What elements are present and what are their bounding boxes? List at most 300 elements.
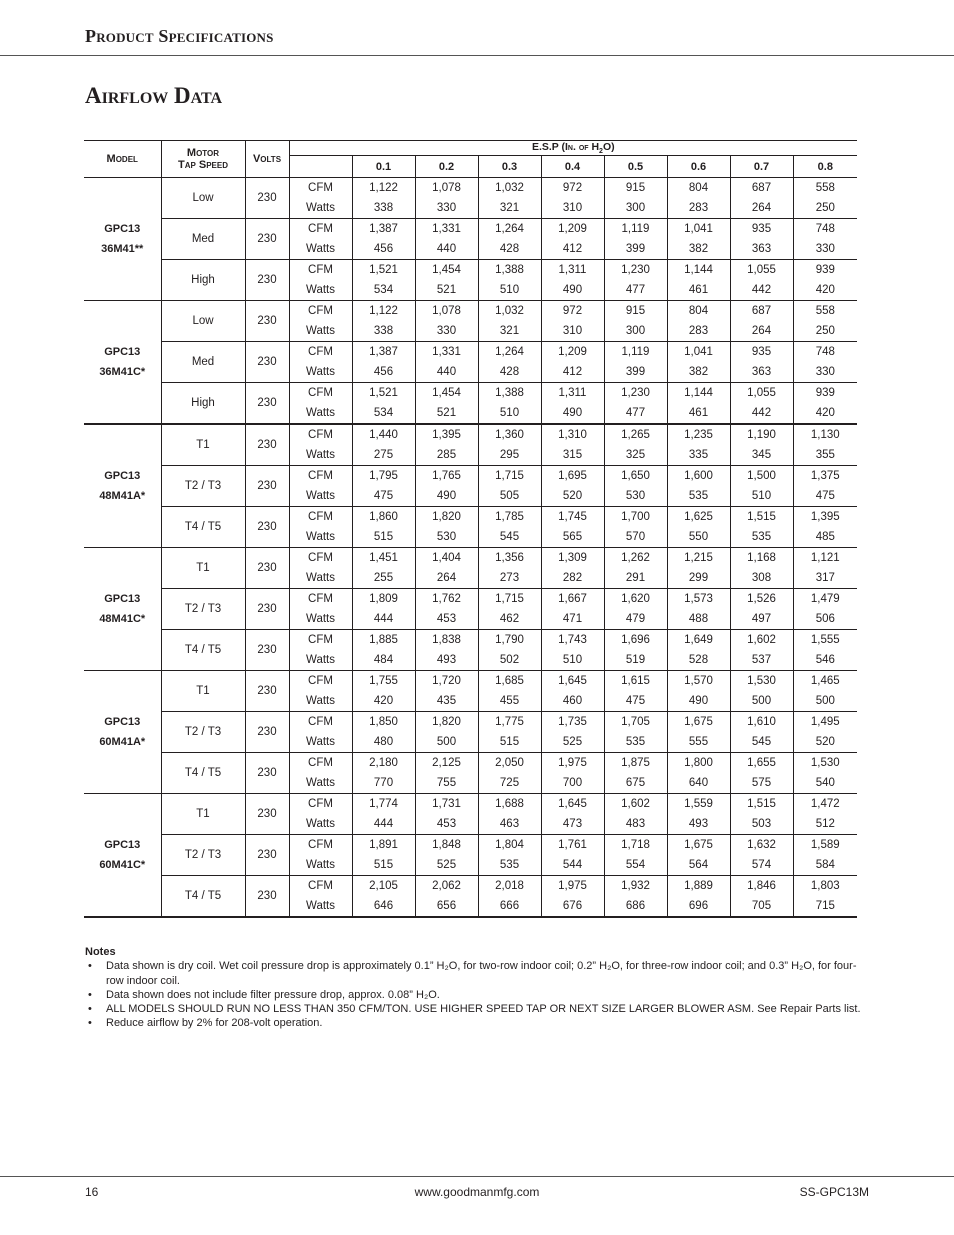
cfm-value: 1,820 [415,507,478,528]
tap-speed-cell: T1 [161,671,245,712]
watts-value: 506 [793,609,857,630]
cfm-value: 1,667 [541,589,604,610]
watts-label: Watts [289,239,352,260]
watts-value: 399 [604,362,667,383]
cfm-value: 1,600 [667,466,730,487]
watts-value: 475 [793,486,857,507]
cfm-value: 1,451 [352,548,415,569]
cfm-value: 2,062 [415,876,478,897]
cfm-value: 1,264 [478,342,541,363]
watts-label: Watts [289,773,352,794]
table-row [84,548,857,569]
watts-value: 525 [541,732,604,753]
esp-column-header: 0.6 [667,156,730,178]
cfm-value: 1,530 [793,753,857,774]
watts-value: 325 [604,445,667,466]
cfm-value: 1,765 [415,466,478,487]
model-cell [84,671,161,794]
watts-value: 412 [541,239,604,260]
watts-value: 535 [667,486,730,507]
cfm-label: CFM [289,178,352,199]
watts-value: 444 [352,609,415,630]
watts-value: 521 [415,280,478,301]
watts-value: 275 [352,445,415,466]
watts-value: 264 [415,568,478,589]
watts-value: 264 [730,198,793,219]
cfm-value: 1,465 [793,671,857,692]
watts-value: 475 [604,691,667,712]
esp-column-header: 0.4 [541,156,604,178]
watts-value: 462 [478,609,541,630]
watts-value: 300 [604,198,667,219]
table-row [84,424,857,445]
watts-value: 500 [793,691,857,712]
watts-value: 321 [478,198,541,219]
cfm-value: 1,078 [415,301,478,322]
table-row [84,466,857,487]
watts-value: 725 [478,773,541,794]
table-row [84,753,857,774]
cfm-value: 1,649 [667,630,730,651]
cfm-value: 1,041 [667,219,730,240]
watts-value: 770 [352,773,415,794]
cfm-value: 1,530 [730,671,793,692]
watts-value: 535 [730,527,793,548]
volts-cell: 230 [245,507,289,548]
footer-rule [0,1176,954,1177]
watts-value: 493 [667,814,730,835]
tap-speed-cell: Med [161,219,245,260]
cfm-value: 1,615 [604,671,667,692]
cfm-value: 2,018 [478,876,541,897]
cfm-value: 687 [730,178,793,199]
watts-label: Watts [289,650,352,671]
watts-label: Watts [289,814,352,835]
watts-label: Watts [289,445,352,466]
table-row [84,835,857,856]
header-motor: Motor [186,147,220,160]
watts-value: 442 [730,280,793,301]
cfm-label: CFM [289,383,352,404]
cfm-value: 1,356 [478,548,541,569]
cfm-value: 1,774 [352,794,415,815]
watts-label: Watts [289,280,352,301]
cfm-value: 1,055 [730,260,793,281]
tap-speed-cell: T2 / T3 [161,589,245,630]
watts-value: 535 [478,855,541,876]
watts-value: 640 [667,773,730,794]
cfm-value: 1,041 [667,342,730,363]
cfm-label: CFM [289,507,352,528]
watts-label: Watts [289,486,352,507]
cfm-label: CFM [289,835,352,856]
cfm-value: 748 [793,219,857,240]
cfm-value: 1,715 [478,466,541,487]
watts-label: Watts [289,321,352,342]
watts-value: 310 [541,321,604,342]
cfm-value: 1,731 [415,794,478,815]
cfm-value: 1,331 [415,342,478,363]
watts-value: 461 [667,280,730,301]
tap-speed-cell: T2 / T3 [161,712,245,753]
volts-cell: 230 [245,712,289,753]
cfm-value: 1,735 [541,712,604,733]
watts-value: 493 [415,650,478,671]
cfm-value: 1,190 [730,424,793,445]
volts-cell: 230 [245,424,289,466]
volts-cell: 230 [245,548,289,589]
watts-value: 283 [667,321,730,342]
model-series: GPC13 [104,839,141,852]
cfm-value: 1,168 [730,548,793,569]
cfm-value: 1,144 [667,383,730,404]
tap-speed-cell: T4 / T5 [161,876,245,918]
watts-value: 485 [793,527,857,548]
watts-value: 544 [541,855,604,876]
watts-label: Watts [289,362,352,383]
cfm-value: 1,761 [541,835,604,856]
cfm-value: 1,885 [352,630,415,651]
cfm-value: 1,875 [604,753,667,774]
table-row [84,301,857,322]
watts-label: Watts [289,403,352,424]
watts-value: 528 [667,650,730,671]
watts-value: 715 [793,896,857,917]
watts-value: 490 [415,486,478,507]
cfm-value: 1,975 [541,753,604,774]
watts-value: 525 [415,855,478,876]
cfm-value: 1,775 [478,712,541,733]
cfm-label: CFM [289,219,352,240]
section-title: Airflow Data [85,83,223,108]
watts-value: 456 [352,239,415,260]
cfm-value: 1,675 [667,835,730,856]
watts-value: 363 [730,239,793,260]
watts-value: 574 [730,855,793,876]
model-number: 60M41C* [99,859,146,872]
header-model: Model [106,153,138,166]
watts-value: 545 [730,732,793,753]
cfm-value: 1,675 [667,712,730,733]
cfm-value: 1,755 [352,671,415,692]
watts-value: 554 [604,855,667,876]
esp-column-header: 0.7 [730,156,793,178]
watts-value: 477 [604,403,667,424]
airflow-data-table [84,140,857,918]
header-esp-sub: 2 [599,148,603,156]
table-row [84,671,857,692]
cfm-value: 1,215 [667,548,730,569]
watts-value: 519 [604,650,667,671]
watts-value: 283 [667,198,730,219]
cfm-value: 1,655 [730,753,793,774]
watts-value: 535 [604,732,667,753]
cfm-value: 1,650 [604,466,667,487]
cfm-value: 1,820 [415,712,478,733]
table-row [84,342,857,363]
watts-value: 686 [604,896,667,917]
volts-cell: 230 [245,301,289,342]
cfm-value: 2,050 [478,753,541,774]
watts-label: Watts [289,198,352,219]
table-row [84,260,857,281]
watts-value: 490 [541,403,604,424]
watts-label: Watts [289,568,352,589]
cfm-value: 1,846 [730,876,793,897]
watts-value: 338 [352,198,415,219]
watts-value: 490 [541,280,604,301]
cfm-value: 1,265 [604,424,667,445]
cfm-value: 1,602 [604,794,667,815]
tap-speed-cell: T1 [161,424,245,466]
watts-value: 502 [478,650,541,671]
cfm-value: 1,785 [478,507,541,528]
cfm-label: CFM [289,671,352,692]
volts-cell: 230 [245,671,289,712]
watts-value: 399 [604,239,667,260]
watts-value: 512 [793,814,857,835]
watts-value: 520 [541,486,604,507]
watts-value: 330 [793,362,857,383]
watts-value: 515 [478,732,541,753]
watts-value: 490 [667,691,730,712]
watts-value: 675 [604,773,667,794]
cfm-value: 1,685 [478,671,541,692]
cfm-value: 1,700 [604,507,667,528]
cfm-value: 1,573 [667,589,730,610]
cfm-value: 1,515 [730,794,793,815]
watts-value: 310 [541,198,604,219]
cfm-value: 1,688 [478,794,541,815]
watts-value: 483 [604,814,667,835]
cfm-value: 1,695 [541,466,604,487]
cfm-value: 1,515 [730,507,793,528]
watts-value: 484 [352,650,415,671]
volts-cell: 230 [245,383,289,425]
cfm-value: 1,454 [415,383,478,404]
tap-speed-cell: T2 / T3 [161,466,245,507]
watts-value: 282 [541,568,604,589]
watts-value: 534 [352,280,415,301]
model-number: 36M41C* [99,366,146,379]
watts-value: 500 [415,732,478,753]
cfm-value: 1,121 [793,548,857,569]
volts-cell: 230 [245,466,289,507]
cfm-value: 1,264 [478,219,541,240]
cfm-value: 1,889 [667,876,730,897]
watts-value: 382 [667,362,730,383]
tap-speed-cell: T4 / T5 [161,753,245,794]
watts-value: 264 [730,321,793,342]
watts-label: Watts [289,896,352,917]
header-tap-speed: Tap Speed [177,159,228,172]
cfm-value: 1,521 [352,260,415,281]
cfm-value: 687 [730,301,793,322]
watts-value: 488 [667,609,730,630]
volts-cell: 230 [245,219,289,260]
volts-cell: 230 [245,876,289,918]
watts-value: 456 [352,362,415,383]
cfm-value: 1,860 [352,507,415,528]
watts-value: 317 [793,568,857,589]
cfm-value: 1,119 [604,342,667,363]
watts-value: 537 [730,650,793,671]
cfm-value: 1,472 [793,794,857,815]
model-number: 48M41C* [99,613,146,626]
notes [85,945,865,1031]
esp-column-header: 0.8 [793,156,857,178]
cfm-value: 1,602 [730,630,793,651]
watts-value: 545 [478,527,541,548]
cfm-value: 1,932 [604,876,667,897]
cfm-value: 1,743 [541,630,604,651]
cfm-value: 1,262 [604,548,667,569]
table-row [84,219,857,240]
cfm-value: 1,804 [478,835,541,856]
watts-value: 575 [730,773,793,794]
watts-value: 555 [667,732,730,753]
watts-value: 255 [352,568,415,589]
header-esp-close: O) [602,141,615,153]
watts-value: 473 [541,814,604,835]
model-cell [84,424,161,548]
cfm-value: 1,589 [793,835,857,856]
watts-value: 428 [478,239,541,260]
watts-value: 676 [541,896,604,917]
cfm-value: 1,838 [415,630,478,651]
watts-value: 460 [541,691,604,712]
cfm-value: 1,705 [604,712,667,733]
watts-value: 530 [604,486,667,507]
tap-speed-cell: T4 / T5 [161,507,245,548]
cfm-value: 939 [793,260,857,281]
cfm-value: 1,078 [415,178,478,199]
cfm-value: 1,645 [541,671,604,692]
watts-value: 505 [478,486,541,507]
watts-value: 291 [604,568,667,589]
cfm-value: 1,209 [541,219,604,240]
cfm-value: 1,310 [541,424,604,445]
watts-value: 308 [730,568,793,589]
watts-value: 315 [541,445,604,466]
model-number: 60M41A* [99,736,146,749]
footer-page-number: 16 [85,1185,99,1199]
tap-speed-cell: High [161,383,245,425]
watts-value: 335 [667,445,730,466]
tap-speed-cell: Low [161,301,245,342]
cfm-label: CFM [289,260,352,281]
watts-value: 479 [604,609,667,630]
footer-url: www.goodmanmfg.com [414,1185,540,1199]
watts-value: 250 [793,198,857,219]
cfm-value: 1,311 [541,260,604,281]
cfm-value: 939 [793,383,857,404]
note-item: • Reduce airflow by 2% for 208-volt operation. [106,1016,865,1030]
cfm-value: 1,526 [730,589,793,610]
cfm-value: 1,718 [604,835,667,856]
watts-value: 420 [793,280,857,301]
watts-value: 363 [730,362,793,383]
model-number: 48M41A* [99,490,146,503]
esp-column-header: 0.5 [604,156,667,178]
watts-value: 338 [352,321,415,342]
esp-label-spacer [289,156,352,178]
watts-value: 455 [478,691,541,712]
cfm-value: 1,975 [541,876,604,897]
cfm-value: 1,331 [415,219,478,240]
watts-value: 444 [352,814,415,835]
watts-label: Watts [289,691,352,712]
cfm-value: 915 [604,178,667,199]
table-row [84,589,857,610]
cfm-value: 972 [541,301,604,322]
cfm-value: 1,620 [604,589,667,610]
model-cell [84,301,161,425]
model-series: GPC13 [104,470,141,483]
model-number: 36M41** [101,243,144,256]
cfm-label: CFM [289,753,352,774]
cfm-value: 1,495 [793,712,857,733]
header-esp-text: E.S.P (In. of H [531,141,600,153]
cfm-value: 1,559 [667,794,730,815]
watts-value: 463 [478,814,541,835]
watts-value: 453 [415,814,478,835]
model-cell [84,548,161,671]
header-rule [0,55,954,56]
cfm-value: 804 [667,178,730,199]
volts-cell: 230 [245,630,289,671]
tap-speed-cell: T2 / T3 [161,835,245,876]
cfm-value: 804 [667,301,730,322]
watts-value: 330 [415,321,478,342]
note-item: • Data shown is dry coil. Wet coil pressure drop is approximately 0.1” H₂O, for two-row indoor coil; 0.2” H₂O, for three-row indoor coil; and 0.3” H₂O, for four-row indoor coil. [106,959,865,988]
cfm-value: 1,130 [793,424,857,445]
watts-value: 435 [415,691,478,712]
volts-cell: 230 [245,260,289,301]
watts-value: 510 [730,486,793,507]
cfm-value: 1,387 [352,342,415,363]
cfm-value: 1,795 [352,466,415,487]
watts-value: 584 [793,855,857,876]
watts-value: 428 [478,362,541,383]
cfm-value: 1,230 [604,260,667,281]
watts-label: Watts [289,855,352,876]
tap-speed-cell: Low [161,178,245,219]
model-series: GPC13 [104,593,141,606]
cfm-value: 1,209 [541,342,604,363]
model-series: GPC13 [104,346,141,359]
tap-speed-cell: High [161,260,245,301]
watts-value: 480 [352,732,415,753]
watts-value: 550 [667,527,730,548]
cfm-value: 1,610 [730,712,793,733]
watts-value: 510 [478,280,541,301]
watts-value: 540 [793,773,857,794]
cfm-value: 558 [793,301,857,322]
cfm-value: 1,645 [541,794,604,815]
watts-value: 534 [352,403,415,424]
cfm-value: 1,032 [478,301,541,322]
watts-value: 666 [478,896,541,917]
watts-value: 420 [352,691,415,712]
cfm-label: CFM [289,424,352,445]
table-row [84,383,857,404]
volts-cell: 230 [245,753,289,794]
watts-value: 355 [793,445,857,466]
cfm-value: 2,125 [415,753,478,774]
model-series: GPC13 [104,223,141,236]
cfm-value: 1,122 [352,178,415,199]
